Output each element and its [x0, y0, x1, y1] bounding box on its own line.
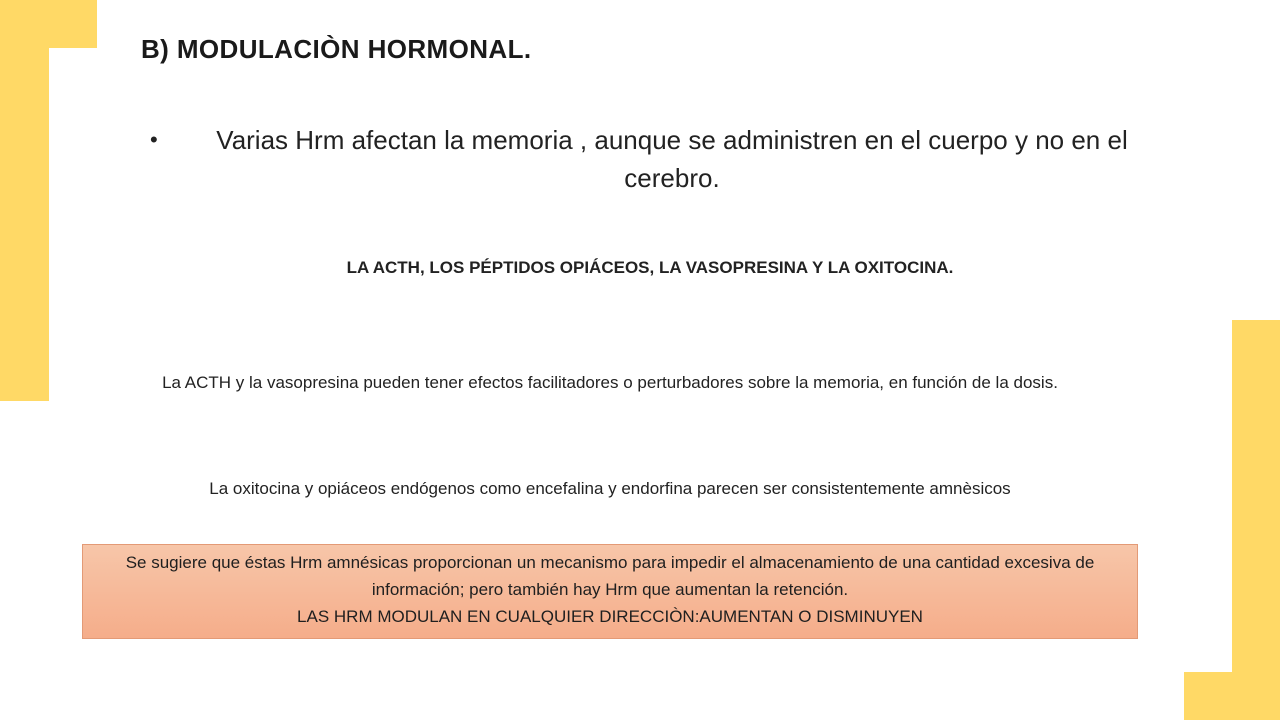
hormones-subheading: LA ACTH, LOS PÉPTIDOS OPIÁCEOS, LA VASOPRESINA Y LA OXITOCINA. [346, 258, 954, 277]
decorative-tab-top-left [0, 0, 97, 48]
bullet-item [150, 121, 1170, 197]
decorative-bar-top-left [0, 0, 49, 401]
highlight-text: Se sugiere que éstas Hrm amnésicas proporcionan un mecanismo para impedir el almacenamiento de una cantidad excesiva de información; pero también hay Hrm que aumentan la retención. [125, 553, 1095, 599]
bullet-text: Varias Hrm afectan la memoria , aunque se administren en el cuerpo y no en el cerebro. [216, 125, 1128, 193]
bullet-marker-icon: • [150, 127, 158, 152]
slide-title: B) MODULACIÒN HORMONAL. [141, 34, 532, 64]
decorative-tab-bottom-right [1184, 672, 1280, 720]
paragraph-oxitocina-opiaceos: La oxitocina y opiáceos endógenos como encefalina y endorfina parecen ser consistentemente amnèsicos [209, 479, 1011, 498]
decorative-bar-bottom-right [1232, 320, 1280, 720]
highlight-conclusion: LAS HRM MODULAN EN CUALQUIER DIRECCIÒN:AUMENTAN O DISMINUYEN [297, 607, 923, 626]
paragraph-acth-vasopresina: La ACTH y la vasopresina pueden tener efectos facilitadores o perturbadores sobre la memoria, en función de la dosis. [162, 373, 1058, 392]
highlight-box [82, 544, 1138, 639]
